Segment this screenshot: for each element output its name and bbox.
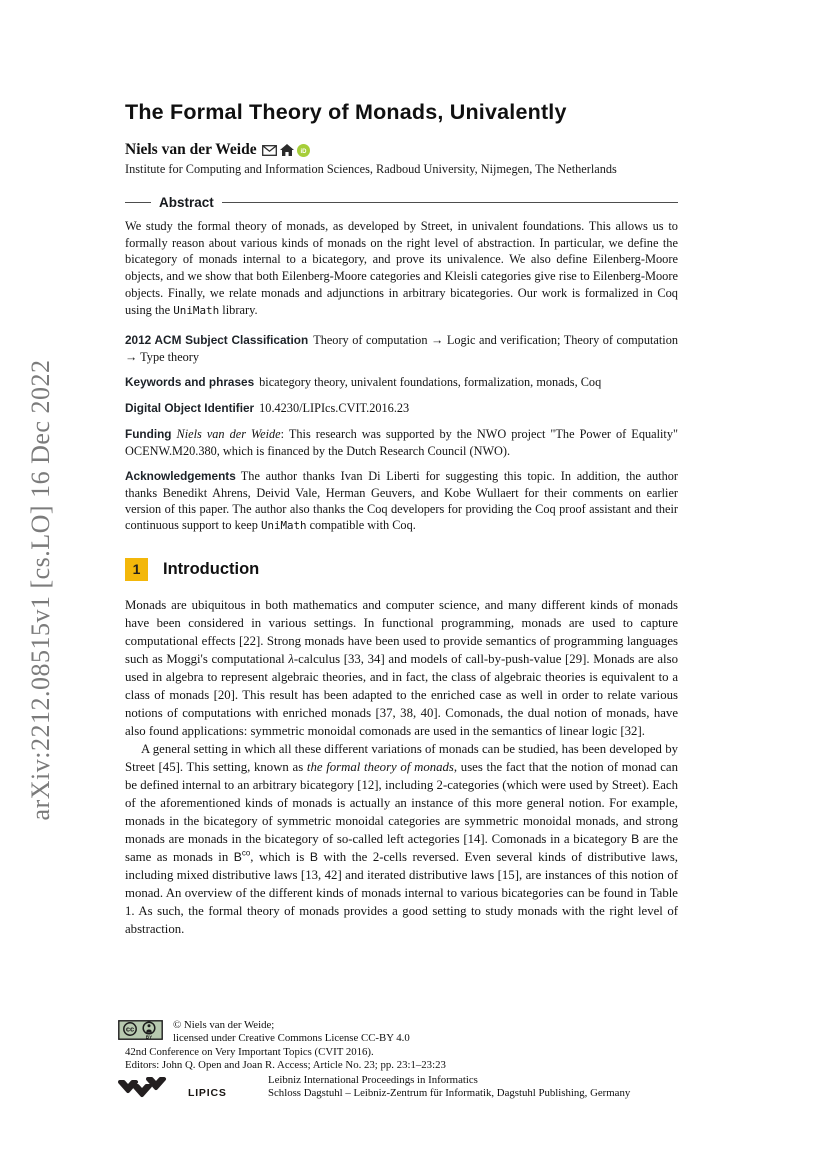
doi-label: Digital Object Identifier	[125, 401, 255, 416]
keywords-label: Keywords and phrases	[125, 375, 255, 390]
acm-classification-value: Theory of computation → Logic and verification; Theory of computation → Type theory	[125, 333, 678, 365]
svg-text:BY: BY	[145, 1034, 153, 1040]
intro-paragraph-1: Monads are ubiquitous in both mathematics and computer science, and many different kinds of monads have been considered in various settings. In functional programming, monads are used to capture computational effects [22]. Strong monads have been used to provide semantics of programming languages such as Moggi's computational λ-calculus [33, 34] and models of call-by-push-value [29]. Monads are also used in algebra to represent algebraic theories, and in fact, the class of algebraic theories is equivalent to a class of monads [20]. This result has been adapted to the enriched case as well in order to relate various notions of computations with enriched monads [37, 38, 40]. Comonads, the dual notion of monads, have also found applications: symmetric monoidal comonads are used in the semantics of linear logic [32].	[125, 597, 678, 738]
author-icons	[262, 144, 310, 157]
doi-row	[125, 400, 678, 417]
license-line: licensed under Creative Commons License CC-BY 4.0	[173, 1032, 410, 1045]
abstract-rule-right	[222, 202, 678, 203]
section-1-heading	[125, 558, 678, 581]
funding-value: Niels van der Weide: This research was supported by the NWO project "The Power of Equality" OCENW.M20.380, which is financed by the Dutch Research Council (NWO).	[125, 426, 678, 458]
conference-line: 42nd Conference on Very Important Topics (CVIT 2016).	[125, 1045, 374, 1058]
author-name: Niels van der Weide	[125, 141, 257, 158]
acknowledgements-row	[125, 468, 678, 534]
acknowledgements-label: Acknowledgements	[125, 468, 236, 483]
editors-line: Editors: John Q. Open and Joan R. Access; Article No. 23; pp. 23:1–23:23	[125, 1059, 446, 1072]
funding-row	[125, 426, 678, 459]
acknowledgements-value: The author thanks Ivan Di Liberti for suggesting this topic. In addition, the author thanks Benedikt Ahrens, Deivid Vale, Herman Geuvers, and Kobe Wullaert for their comments on earlier version of this paper. The author also thanks the Coq developers for providing the Coq proof assistant and their continuous support to keep UniMath compatible with Coq.	[125, 468, 678, 533]
abstract-heading	[125, 195, 678, 210]
license-text	[173, 1019, 410, 1046]
footer	[118, 1019, 685, 1100]
abstract-rule-left	[125, 202, 151, 203]
author-row	[125, 141, 678, 159]
orcid-icon[interactable]	[297, 144, 310, 157]
arxiv-identifier-banner: arXiv:2212.08515v1 [cs.LO] 16 Dec 2022	[26, 359, 55, 821]
copyright-line: © Niels van der Weide;	[173, 1019, 275, 1031]
email-icon[interactable]	[262, 145, 277, 156]
series-line: Leibniz International Proceedings in Informatics	[268, 1073, 478, 1086]
svg-text:iD: iD	[300, 148, 307, 155]
section-1-number-badge: 1	[125, 558, 148, 581]
publisher-line: Schloss Dagstuhl – Leibniz-Zentrum für Informatik, Dagstuhl Publishing, Germany	[268, 1086, 631, 1099]
acm-classification-label: 2012 ACM Subject Classification	[125, 333, 309, 348]
abstract-text: We study the formal theory of monads, as developed by Street, in univalent foundations. This allows us to formally reason about various kinds of monads on the right level of abstraction. In particular, we define the bicategory of monads internal to a bicategory, and prove its univalence. We also define Eilenberg-Moore objects, and we show that both Eilenberg-Moore categories and Kleisli categories give rise to Eilenberg-Moore objects. Finally, we relate monads and adjunctions in arbitrary bicategories. Our work is formalized in Coq using the UniMath library.	[125, 219, 678, 317]
homepage-icon[interactable]	[280, 144, 294, 156]
lipics-wordmark: LIPICS	[188, 1087, 227, 1100]
doi-value[interactable]: 10.4230/LIPIcs.CVIT.2016.23	[259, 401, 410, 416]
acm-classification-row	[125, 332, 678, 365]
lipics-block	[118, 1074, 685, 1101]
paper-title: The Formal Theory of Monads, Univalently	[125, 100, 567, 124]
cc-by-badge-icon[interactable]	[118, 1020, 163, 1040]
keywords-value: bicategory theory, univalent foundations, formalization, monads, Coq	[259, 375, 602, 390]
abstract-label: Abstract	[159, 195, 214, 210]
svg-text:cc: cc	[125, 1024, 135, 1034]
funding-label: Funding	[125, 426, 172, 441]
section-1-title: Introduction	[163, 559, 260, 578]
intro-paragraph-2: A general setting in which all these different variations of monads can be studied, has been developed by Street [45]. This setting, known as the formal theory of monads, uses the fact that the notion of monad can be defined internal to an arbitrary bicategory [12], including 2-categories (which were used by Street). Each of the aforementioned kinds of monads is actually an instance of this more general notion. For example, monads in the bicategory of symmetric monoidal categories are symmetric monoidal monads, and strong monads are monads in the bicategory of so-called left actegories [14]. Comonads in a bicategory B are the same as monads in $B^{co}$, which is B with the 2-cells reversed. Even several kinds of distributive laws, including mixed distributive laws [13, 42] and iterated distributive laws [15], are instances of this notion of monad. An overview of the different kinds of monads internal to various bicategories can be found in Table 1. As such, the formal theory of monads provides a good setting to study monads with the right level of abstraction.	[125, 741, 679, 937]
author-affiliation: Institute for Computing and Information Sciences, Radboud University, Nijmegen, The Netherlands	[125, 162, 617, 176]
lipics-logo-icon	[118, 1074, 176, 1100]
license-row	[118, 1019, 685, 1046]
keywords-row	[125, 374, 678, 391]
